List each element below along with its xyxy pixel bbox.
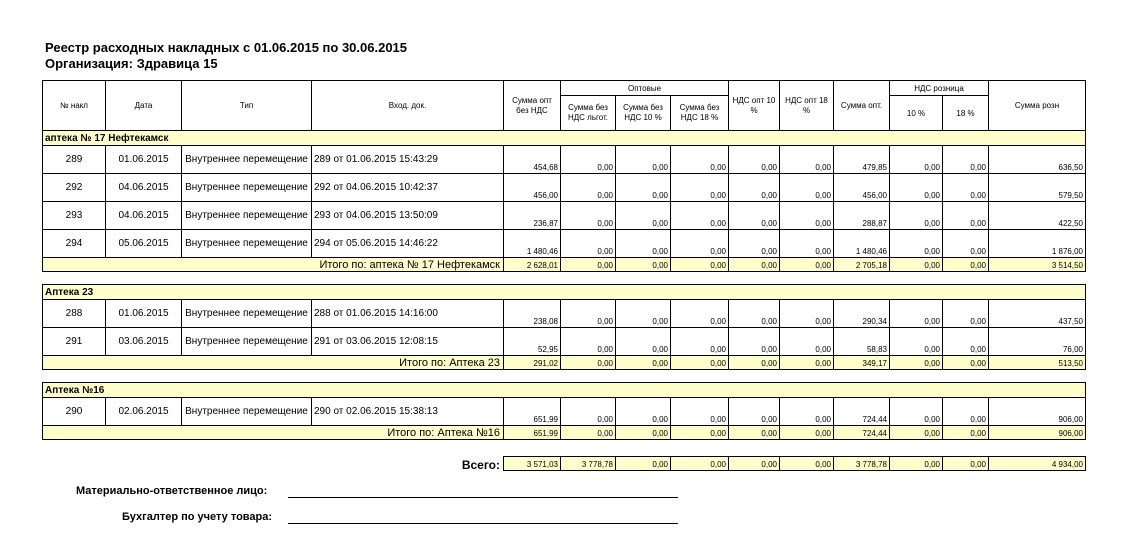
amount-cell: 1 480,46 — [834, 230, 890, 258]
group-total-cell: 0,00 — [780, 426, 834, 440]
table-row — [43, 174, 1086, 202]
group-total-cell: 291,02 — [504, 356, 561, 370]
grand-total-cell: 0,00 — [671, 457, 729, 471]
invoice-date: 02.06.2015 — [106, 398, 182, 426]
amount-cell: 479,85 — [834, 146, 890, 174]
header-date: Дата — [106, 81, 182, 131]
amount-cell: 437,50 — [989, 300, 1086, 328]
amount-cell: 0,00 — [729, 146, 780, 174]
table-row — [43, 230, 1086, 258]
amount-cell: 0,00 — [890, 328, 943, 356]
invoice-number: 290 — [43, 398, 106, 426]
amount-cell: 290,34 — [834, 300, 890, 328]
group-total-cell: 0,00 — [561, 356, 616, 370]
amount-cell: 0,00 — [780, 146, 834, 174]
group-total-row — [43, 426, 1086, 440]
amount-cell: 0,00 — [780, 202, 834, 230]
amount-cell: 651,99 — [504, 398, 561, 426]
signature-responsible-line — [288, 497, 678, 498]
group-total-cell: 0,00 — [671, 258, 729, 272]
group-total-cell: 0,00 — [729, 356, 780, 370]
amount-cell: 0,00 — [729, 202, 780, 230]
group-total-cell: 0,00 — [561, 258, 616, 272]
amount-cell: 0,00 — [616, 328, 671, 356]
amount-cell: 0,00 — [943, 300, 989, 328]
invoice-type: Внутреннее перемещение — [182, 398, 312, 426]
grand-total-cell: 3 778,78 — [561, 457, 616, 471]
header-retail-10: 10 % — [890, 96, 943, 131]
invoice-type: Внутреннее перемещение — [182, 230, 312, 258]
grand-total-cell: 0,00 — [890, 457, 943, 471]
group-name: Аптека 23 — [43, 285, 1086, 300]
incoming-document: 289 от 01.06.2015 15:43:29 — [312, 146, 504, 174]
amount-cell: 0,00 — [561, 146, 616, 174]
group-total-cell: 0,00 — [890, 426, 943, 440]
amount-cell: 0,00 — [729, 174, 780, 202]
invoice-type: Внутреннее перемещение — [182, 300, 312, 328]
grand-total-cell: 0,00 — [616, 457, 671, 471]
amount-cell: 288,87 — [834, 202, 890, 230]
amount-cell: 0,00 — [561, 328, 616, 356]
header-opt-group: Оптовые — [561, 81, 729, 96]
header-doc: Вход. док. — [312, 81, 504, 131]
group-total-cell: 651,99 — [504, 426, 561, 440]
grand-total-cell: 3 778,78 — [834, 457, 890, 471]
incoming-document: 290 от 02.06.2015 15:38:13 — [312, 398, 504, 426]
amount-cell: 636,50 — [989, 146, 1086, 174]
amount-cell: 0,00 — [616, 202, 671, 230]
group-header-row — [43, 131, 1086, 146]
amount-cell: 0,00 — [729, 328, 780, 356]
group-total-cell: 2 628,01 — [504, 258, 561, 272]
group-total-cell: 0,00 — [671, 356, 729, 370]
incoming-document: 291 от 03.06.2015 12:08:15 — [312, 328, 504, 356]
group-total-cell: 0,00 — [729, 426, 780, 440]
invoice-date: 05.06.2015 — [106, 230, 182, 258]
amount-cell: 0,00 — [943, 328, 989, 356]
amount-cell: 0,00 — [671, 202, 729, 230]
group-total-cell: 0,00 — [616, 426, 671, 440]
invoice-date: 01.06.2015 — [106, 146, 182, 174]
grand-total-row — [43, 457, 1086, 471]
amount-cell: 76,00 — [989, 328, 1086, 356]
group-total-label: Итого по: Аптека 23 — [43, 356, 504, 370]
group-total-cell: 0,00 — [780, 356, 834, 370]
amount-cell: 0,00 — [780, 328, 834, 356]
group-header-row — [43, 285, 1086, 300]
header-sum-retail: Сумма розн — [989, 81, 1086, 131]
amount-cell: 0,00 — [616, 300, 671, 328]
invoice-type: Внутреннее перемещение — [182, 328, 312, 356]
group-total-cell: 2 705,18 — [834, 258, 890, 272]
incoming-document: 293 от 04.06.2015 13:50:09 — [312, 202, 504, 230]
incoming-document: 292 от 04.06.2015 10:42:37 — [312, 174, 504, 202]
amount-cell: 0,00 — [943, 230, 989, 258]
group-total-row — [43, 258, 1086, 272]
amount-cell: 236,87 — [504, 202, 561, 230]
group-total-cell: 3 514,50 — [989, 258, 1086, 272]
amount-cell: 0,00 — [561, 174, 616, 202]
spacer-row — [43, 370, 1086, 383]
invoice-number: 291 — [43, 328, 106, 356]
report-title: Реестр расходных накладных с 01.06.2015 по 30.06.2015 — [45, 40, 408, 55]
amount-cell: 724,44 — [834, 398, 890, 426]
invoice-number: 289 — [43, 146, 106, 174]
table-row — [43, 328, 1086, 356]
invoice-number: 294 — [43, 230, 106, 258]
group-total-cell: 0,00 — [780, 258, 834, 272]
header-sum-opt-no-vat: Сумма опт без НДС — [504, 81, 561, 131]
grand-total-cell: 0,00 — [729, 457, 780, 471]
spacer-cell — [43, 440, 1086, 457]
amount-cell: 0,00 — [616, 398, 671, 426]
amount-cell: 422,50 — [989, 202, 1086, 230]
table-row — [43, 300, 1086, 328]
amount-cell: 0,00 — [890, 398, 943, 426]
amount-cell: 0,00 — [890, 146, 943, 174]
group-total-label: Итого по: аптека № 17 Нефтекамск — [43, 258, 504, 272]
table-row — [43, 202, 1086, 230]
invoice-date: 04.06.2015 — [106, 174, 182, 202]
grand-total-cell: 4 934,00 — [989, 457, 1086, 471]
spacer-row — [43, 272, 1086, 285]
invoice-number: 292 — [43, 174, 106, 202]
invoice-date: 01.06.2015 — [106, 300, 182, 328]
amount-cell: 0,00 — [616, 230, 671, 258]
amount-cell: 0,00 — [780, 174, 834, 202]
amount-cell: 0,00 — [671, 146, 729, 174]
amount-cell: 1 480,46 — [504, 230, 561, 258]
amount-cell: 1 876,00 — [989, 230, 1086, 258]
header-sum-opt: Сумма опт. — [834, 81, 890, 131]
table-row — [43, 146, 1086, 174]
amount-cell: 52,95 — [504, 328, 561, 356]
group-total-cell: 0,00 — [729, 258, 780, 272]
grand-total-cell: 3 571,03 — [504, 457, 561, 471]
header-vat-retail-group: НДС розница — [890, 81, 989, 96]
incoming-document: 294 от 05.06.2015 14:46:22 — [312, 230, 504, 258]
amount-cell: 0,00 — [671, 328, 729, 356]
signature-responsible-label: Материально-ответственное лицо: — [76, 485, 268, 497]
amount-cell: 0,00 — [616, 146, 671, 174]
invoice-number: 293 — [43, 202, 106, 230]
header-vat-opt-18: НДС опт 18 % — [780, 81, 834, 131]
amount-cell: 0,00 — [671, 398, 729, 426]
amount-cell: 0,00 — [943, 398, 989, 426]
grand-total-cell: 0,00 — [780, 457, 834, 471]
header-retail-18: 18 % — [943, 96, 989, 131]
group-total-cell: 0,00 — [561, 426, 616, 440]
amount-cell: 0,00 — [890, 174, 943, 202]
amount-cell: 0,00 — [780, 230, 834, 258]
group-name: аптека № 17 Нефтекамск — [43, 131, 1086, 146]
amount-cell: 456,00 — [504, 174, 561, 202]
invoice-date: 04.06.2015 — [106, 202, 182, 230]
invoice-type: Внутреннее перемещение — [182, 202, 312, 230]
amount-cell: 0,00 — [561, 300, 616, 328]
signature-accountant-line — [288, 523, 678, 524]
group-total-cell: 0,00 — [616, 258, 671, 272]
amount-cell: 456,00 — [834, 174, 890, 202]
amount-cell: 0,00 — [671, 230, 729, 258]
amount-cell: 58,83 — [834, 328, 890, 356]
header-row-1 — [43, 81, 1086, 96]
amount-cell: 0,00 — [780, 398, 834, 426]
amount-cell: 0,00 — [616, 174, 671, 202]
group-total-cell: 0,00 — [671, 426, 729, 440]
group-total-cell: 906,00 — [989, 426, 1086, 440]
amount-cell: 579,50 — [989, 174, 1086, 202]
header-num: № накл — [43, 81, 106, 131]
signature-accountant-label: Бухгалтер по учету товара: — [122, 511, 273, 523]
invoice-type: Внутреннее перемещение — [182, 146, 312, 174]
group-total-cell: 349,17 — [834, 356, 890, 370]
group-total-cell: 0,00 — [890, 356, 943, 370]
header-type: Тип — [182, 81, 312, 131]
amount-cell: 0,00 — [561, 398, 616, 426]
amount-cell: 0,00 — [729, 398, 780, 426]
header-opt-10: Сумма без НДС 10 % — [616, 96, 671, 131]
group-total-cell: 0,00 — [890, 258, 943, 272]
group-total-cell: 513,50 — [989, 356, 1086, 370]
group-header-row — [43, 383, 1086, 398]
group-total-row — [43, 356, 1086, 370]
amount-cell: 0,00 — [729, 300, 780, 328]
group-total-cell: 0,00 — [943, 356, 989, 370]
organization-title: Организация: Здравица 15 — [45, 56, 218, 71]
amount-cell: 0,00 — [943, 174, 989, 202]
invoice-date: 03.06.2015 — [106, 328, 182, 356]
incoming-document: 288 от 01.06.2015 14:16:00 — [312, 300, 504, 328]
grand-total-cell: 0,00 — [943, 457, 989, 471]
group-total-cell: 0,00 — [943, 258, 989, 272]
header-opt-lgot: Сумма без НДС льгот. — [561, 96, 616, 131]
amount-cell: 0,00 — [561, 230, 616, 258]
amount-cell: 0,00 — [780, 300, 834, 328]
amount-cell: 238,08 — [504, 300, 561, 328]
amount-cell: 0,00 — [671, 300, 729, 328]
group-total-cell: 724,44 — [834, 426, 890, 440]
amount-cell: 0,00 — [943, 146, 989, 174]
group-name: Аптека №16 — [43, 383, 1086, 398]
header-vat-opt-10: НДС опт 10 % — [729, 81, 780, 131]
spacer-row — [43, 440, 1086, 457]
amount-cell: 0,00 — [890, 202, 943, 230]
group-total-cell: 0,00 — [943, 426, 989, 440]
group-total-label: Итого по: Аптека №16 — [43, 426, 504, 440]
spacer-cell — [43, 272, 1086, 285]
header-opt-18: Сумма без НДС 18 % — [671, 96, 729, 131]
amount-cell: 0,00 — [561, 202, 616, 230]
amount-cell: 0,00 — [729, 230, 780, 258]
spacer-cell — [43, 370, 1086, 383]
grand-total-label: Всего: — [461, 457, 500, 471]
amount-cell: 454,68 — [504, 146, 561, 174]
invoice-type: Внутреннее перемещение — [182, 174, 312, 202]
table-row — [43, 398, 1086, 426]
invoice-number: 288 — [43, 300, 106, 328]
amount-cell: 0,00 — [890, 300, 943, 328]
invoice-register-table — [42, 80, 1086, 471]
amount-cell: 0,00 — [671, 174, 729, 202]
amount-cell: 0,00 — [943, 202, 989, 230]
group-total-cell: 0,00 — [616, 356, 671, 370]
amount-cell: 0,00 — [890, 230, 943, 258]
amount-cell: 906,00 — [989, 398, 1086, 426]
